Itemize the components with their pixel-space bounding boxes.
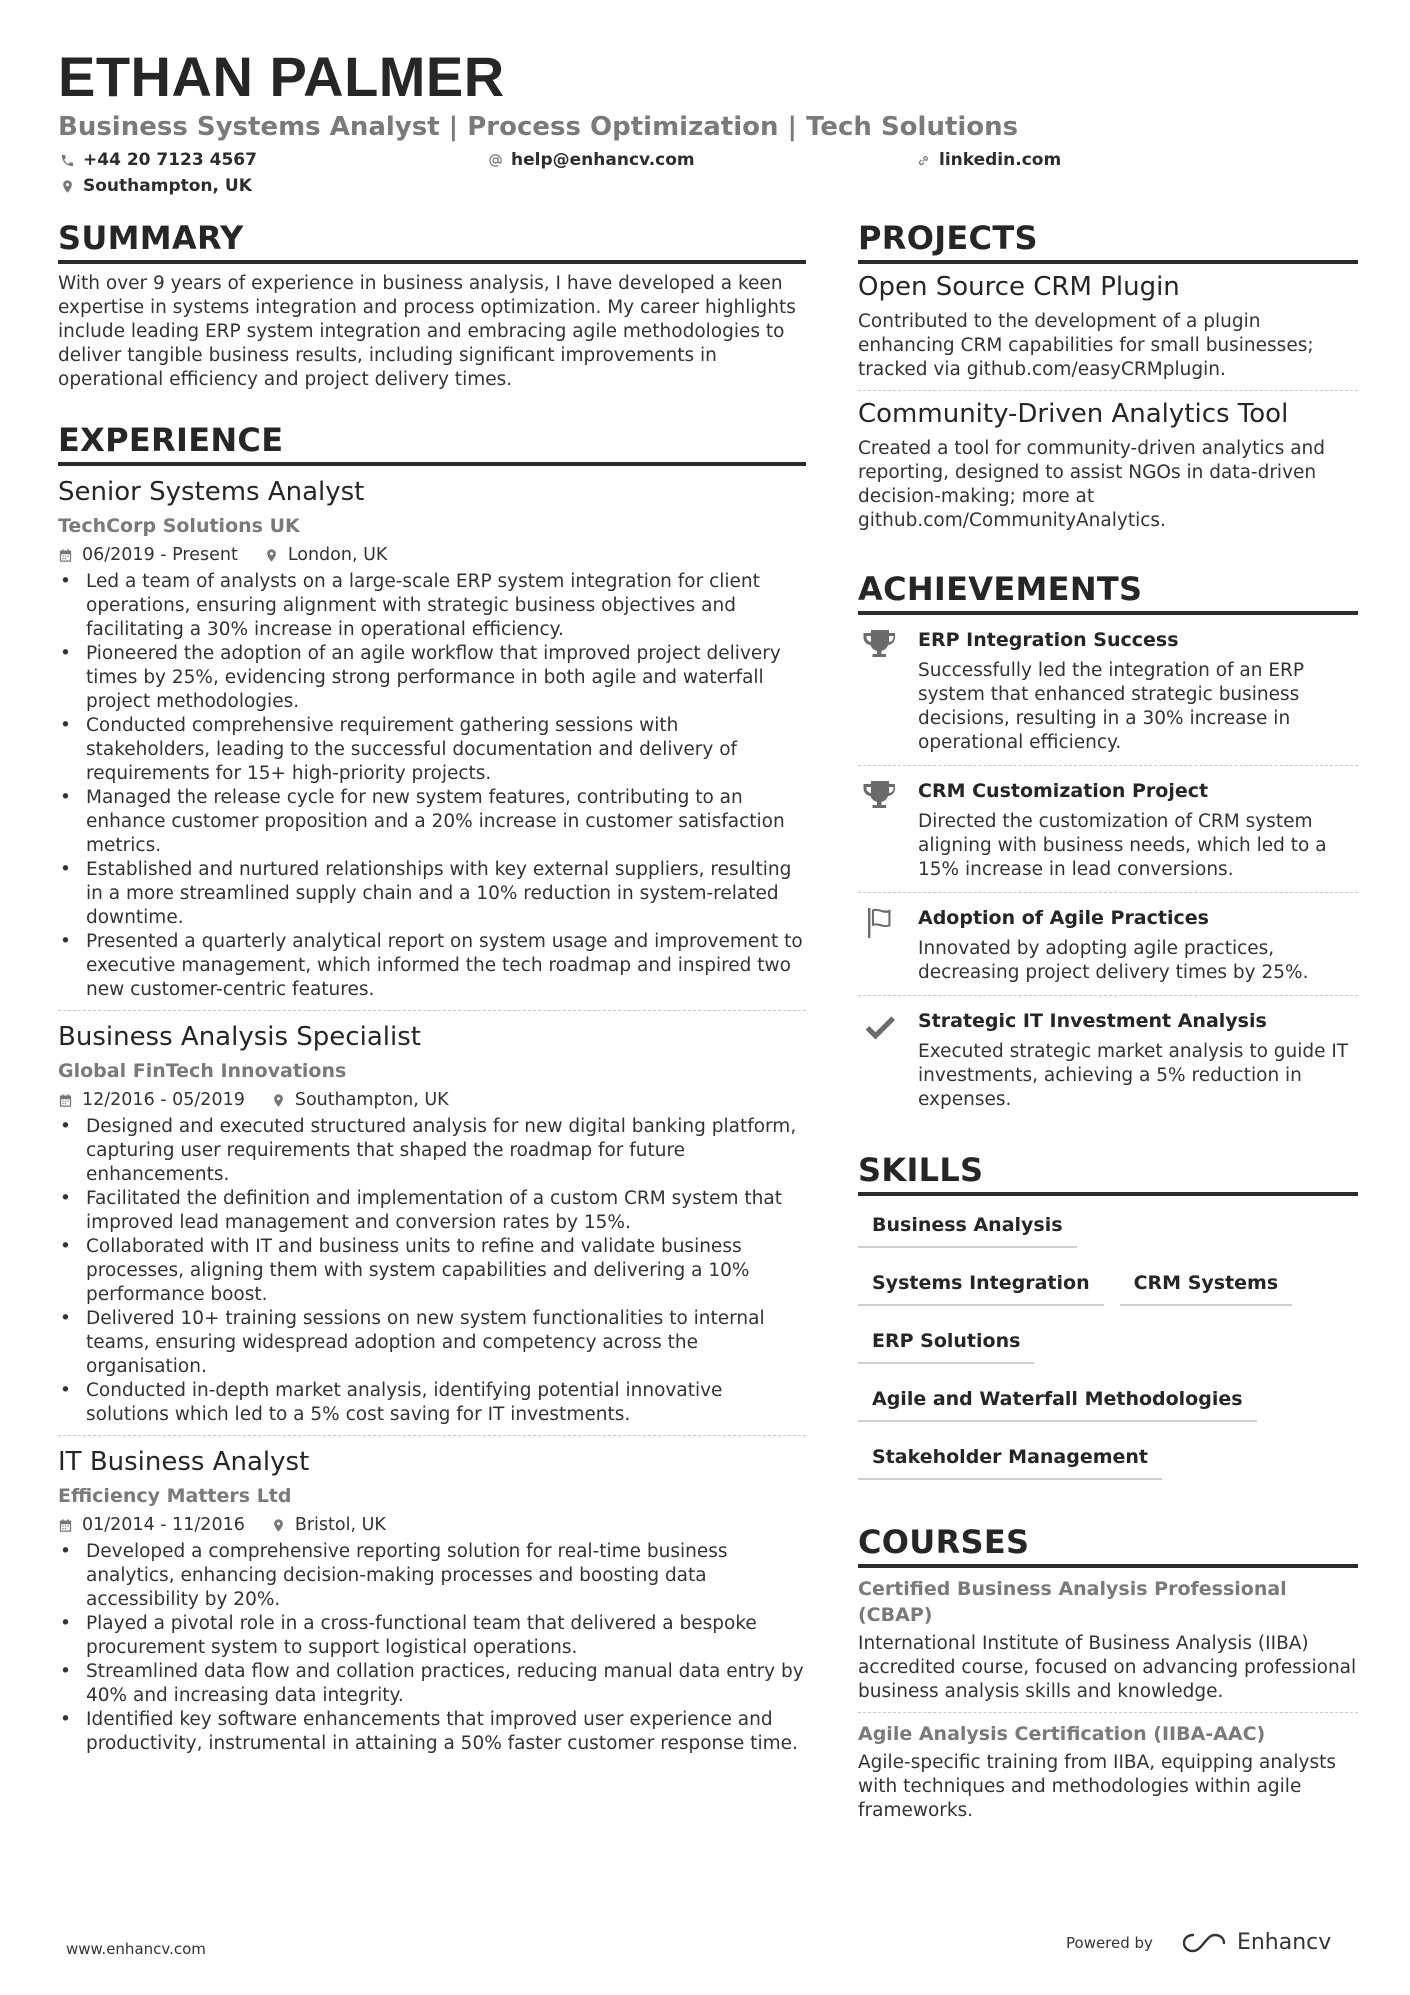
job-entry: [58, 1446, 806, 1764]
course-title: Agile Analysis Certification (IIBA-AAC): [858, 1723, 1266, 1745]
achievement-icon: [858, 905, 918, 985]
job-bullets: [58, 1540, 806, 1756]
bullet-item: • Developed a comprehensive reporting solution for real-time business analytics, enhancing decision-making processes and boosting data accessibility by 20%.: [58, 1540, 806, 1612]
skills-section: [858, 1150, 1358, 1494]
achievement-title: CRM Customization Project: [918, 780, 1209, 802]
headline: Business Systems Analyst | Process Optimization | Tech Solutions: [58, 112, 1019, 142]
contact-link[interactable]: [916, 148, 1061, 172]
project-list: [858, 264, 1358, 541]
footer-branding: [1066, 1930, 1331, 1955]
job-location-text: Southampton, UK: [294, 1090, 449, 1110]
brand-name: Enhancv: [1236, 1930, 1332, 1955]
location-pin-icon: [271, 1093, 286, 1108]
course-entry: [858, 1568, 1358, 1713]
bullet-item: • Delivered 10+ training sessions on new system functionalities to internal teams, ensuring widespread adoption and competency across the organisation.: [58, 1307, 806, 1379]
achievements-section: [858, 569, 1358, 1122]
course-description: International Institute of Business Analysis (IIBA) accredited course, focused on advancing professional business analysis skills and knowledge.: [858, 1633, 1357, 1702]
achievement-list: [858, 615, 1358, 1122]
job-dates: 06/2019 - Present: [82, 545, 238, 565]
project-description: Contributed to the development of a plugin enhancing CRM capabilities for small businesses; tracked via github.com/easyCRMplugin.: [858, 311, 1314, 380]
job-location: [264, 542, 388, 568]
achievement-body: [918, 627, 1358, 755]
bullet-item: • Designed and executed structured analysis for new digital banking platform, capturing user requirements that shaped the roadmap for future enhancements.: [58, 1115, 806, 1187]
job-location-text: London, UK: [287, 545, 388, 565]
bullet-item: • Identified key software enhancements that improved user experience and productivity, instrumental in attaining a 50% faster customer response time.: [58, 1708, 806, 1756]
skill-tag: ERP Solutions: [858, 1320, 1034, 1364]
resume-header: [58, 44, 1358, 202]
course-entry: [858, 1713, 1358, 1831]
company-name: Efficiency Matters Ltd: [58, 1485, 292, 1507]
achievement-body: [918, 1008, 1358, 1112]
location-text: Southampton, UK: [83, 176, 252, 196]
skill-tag: Business Analysis: [858, 1204, 1077, 1248]
section-title-summary: SUMMARY: [58, 218, 806, 264]
contact-info: [58, 148, 1358, 202]
location-pin-icon: [271, 1518, 286, 1533]
location-pin-icon: [60, 179, 75, 194]
phone-icon: [60, 153, 75, 168]
achievement-description: Executed strategic market analysis to guide IT investments, achieving a 5% reduction in expenses.: [918, 1041, 1349, 1110]
projects-section: [858, 218, 1358, 541]
job-list: [58, 476, 806, 1764]
company-name: Global FinTech Innovations: [58, 1060, 347, 1082]
powered-by-text: Powered by: [1066, 1933, 1153, 1952]
left-column: [58, 218, 806, 1792]
achievement-body: [918, 905, 1358, 985]
email-text: help@enhancv.com: [511, 150, 695, 170]
bullet-item: • Pioneered the adoption of an agile workflow that improved project delivery times by 25%, evidencing strong performance in both agile and waterfall project methodologies.: [58, 642, 806, 714]
job-location: [271, 1087, 449, 1113]
project-entry: [858, 391, 1358, 541]
link-text: linkedin.com: [939, 150, 1062, 170]
job-meta: [58, 1087, 806, 1113]
right-column: [858, 218, 1358, 1859]
job-location: [271, 1512, 386, 1538]
job-title: Business Analysis Specialist: [58, 1022, 421, 1052]
achievement-title: ERP Integration Success: [918, 629, 1179, 651]
bullet-item: • Presented a quarterly analytical report on system usage and improvement to executive management, which informed the tech roadmap and inspired two new customer-centric features.: [58, 930, 806, 1002]
summary-section: [58, 218, 806, 392]
job-title: Senior Systems Analyst: [58, 477, 365, 507]
achievement-description: Successfully led the integration of an ERP system that enhanced strategic business decisions, resulting in a 30% increase in operational efficiency.: [918, 660, 1305, 753]
section-title-skills: SKILLS: [858, 1150, 1358, 1196]
job-meta: [58, 1512, 806, 1538]
section-title-courses: COURSES: [858, 1522, 1358, 1568]
achievement-icon: [858, 778, 918, 882]
skill-tag: Agile and Waterfall Methodologies: [858, 1378, 1257, 1422]
candidate-name: ETHAN PALMER: [58, 45, 505, 108]
achievement-title: Adoption of Agile Practices: [918, 907, 1209, 929]
calendar-icon: [58, 1093, 73, 1108]
contact-phone[interactable]: [60, 148, 257, 172]
bullet-item: • Streamlined data flow and collation practices, reducing manual data entry by 40% and increasing data integrity.: [58, 1660, 806, 1708]
section-title-projects: PROJECTS: [858, 218, 1358, 264]
achievement-icon: [858, 1008, 918, 1112]
skill-tag: Systems Integration: [858, 1262, 1104, 1306]
calendar-icon: [58, 548, 73, 563]
flag-icon: [862, 905, 898, 941]
project-entry: [858, 264, 1358, 391]
contact-location: [60, 174, 252, 198]
skill-tag: CRM Systems: [1120, 1262, 1293, 1306]
job-entry: [58, 476, 806, 1011]
bullet-item: • Established and nurtured relationships with key external suppliers, resulting in a more streamlined supply chain and a 10% reduction in system-related downtime.: [58, 858, 806, 930]
bullet-item: • Played a pivotal role in a cross-functional team that delivered a bespoke procurement system to support logistical operations.: [58, 1612, 806, 1660]
project-title: Community-Driven Analytics Tool: [858, 399, 1289, 429]
company-name: TechCorp Solutions UK: [58, 515, 300, 537]
job-title: IT Business Analyst: [58, 1447, 310, 1477]
job-dates: 12/2016 - 05/2019: [82, 1090, 245, 1110]
job-dates: 01/2014 - 11/2016: [82, 1515, 245, 1535]
contact-email[interactable]: [488, 148, 695, 172]
project-description: Created a tool for community-driven analytics and reporting, designed to assist NGOs in data-driven decision-making; more at github.com/CommunityAnalytics.: [858, 438, 1326, 531]
phone-text: +44 20 7123 4567: [83, 150, 257, 170]
trophy-icon: [862, 627, 898, 663]
bullet-item: • Conducted in-depth market analysis, identifying potential innovative solutions which led to a 5% cost saving for IT investments.: [58, 1379, 806, 1427]
achievement-title: Strategic IT Investment Analysis: [918, 1010, 1267, 1032]
footer-website[interactable]: www.enhancv.com: [66, 1940, 206, 1958]
calendar-icon: [58, 1518, 73, 1533]
achievement-entry: [858, 893, 1358, 996]
project-title: Open Source CRM Plugin: [858, 272, 1180, 302]
achievement-description: Directed the customization of CRM system aligning with business needs, which led to a 15% increase in lead conversions.: [918, 811, 1327, 880]
skill-tag: Stakeholder Management: [858, 1436, 1162, 1480]
section-title-experience: EXPERIENCE: [58, 420, 806, 466]
course-description: Agile-specific training from IIBA, equipping analysts with techniques and methodologies within agile frameworks.: [858, 1752, 1337, 1821]
bullet-item: • Managed the release cycle for new system features, contributing to an enhance customer proposition and a 20% increase in customer satisfaction metrics.: [58, 786, 806, 858]
bullet-item: • Facilitated the definition and implementation of a custom CRM system that improved lead management and conversion rates by 15%.: [58, 1187, 806, 1235]
at-icon: [488, 153, 503, 168]
bullet-item: • Conducted comprehensive requirement gathering sessions with stakeholders, leading to the successful documentation and delivery of requirements for 15+ high-priority projects.: [58, 714, 806, 786]
achievement-description: Innovated by adopting agile practices, decreasing project delivery times by 25%.: [918, 938, 1309, 983]
achievement-entry: [858, 766, 1358, 893]
achievement-entry: [858, 615, 1358, 766]
section-title-achievements: ACHIEVEMENTS: [858, 569, 1358, 615]
summary-text: With over 9 years of experience in business analysis, I have developed a keen expertise in systems integration and process optimization. My career highlights include leading ERP system integration and embracing agile methodologies to deliver tangible business results, including significant improvements in operational efficiency and project delivery times.: [58, 273, 796, 390]
job-bullets: [58, 570, 806, 1002]
skill-list: [858, 1196, 1328, 1494]
experience-section: [58, 420, 806, 1764]
course-list: [858, 1568, 1358, 1831]
bullet-item: • Led a team of analysts on a large-scale ERP system integration for client operations, ensuring alignment with strategic business objectives and facilitating a 30% increase in operational efficiency.: [58, 570, 806, 642]
location-pin-icon: [264, 548, 279, 563]
brand-logo[interactable]: [1181, 1930, 1331, 1955]
job-entry: [58, 1021, 806, 1436]
course-title: Certified Business Analysis Professional (CBAP): [858, 1578, 1287, 1626]
trophy-icon: [862, 778, 898, 814]
bullet-item: • Collaborated with IT and business units to refine and validate business processes, aligning them with system capabilities and delivering a 10% performance boost.: [58, 1235, 806, 1307]
job-meta: [58, 542, 806, 568]
achievement-body: [918, 778, 1358, 882]
enhancv-logo-icon: [1181, 1931, 1227, 1955]
achievement-entry: [858, 996, 1358, 1122]
job-bullets: [58, 1115, 806, 1427]
job-location-text: Bristol, UK: [294, 1515, 386, 1535]
link-icon: [916, 153, 931, 168]
achievement-icon: [858, 627, 918, 755]
courses-section: [858, 1522, 1358, 1831]
checkmark-icon: [862, 1008, 898, 1044]
